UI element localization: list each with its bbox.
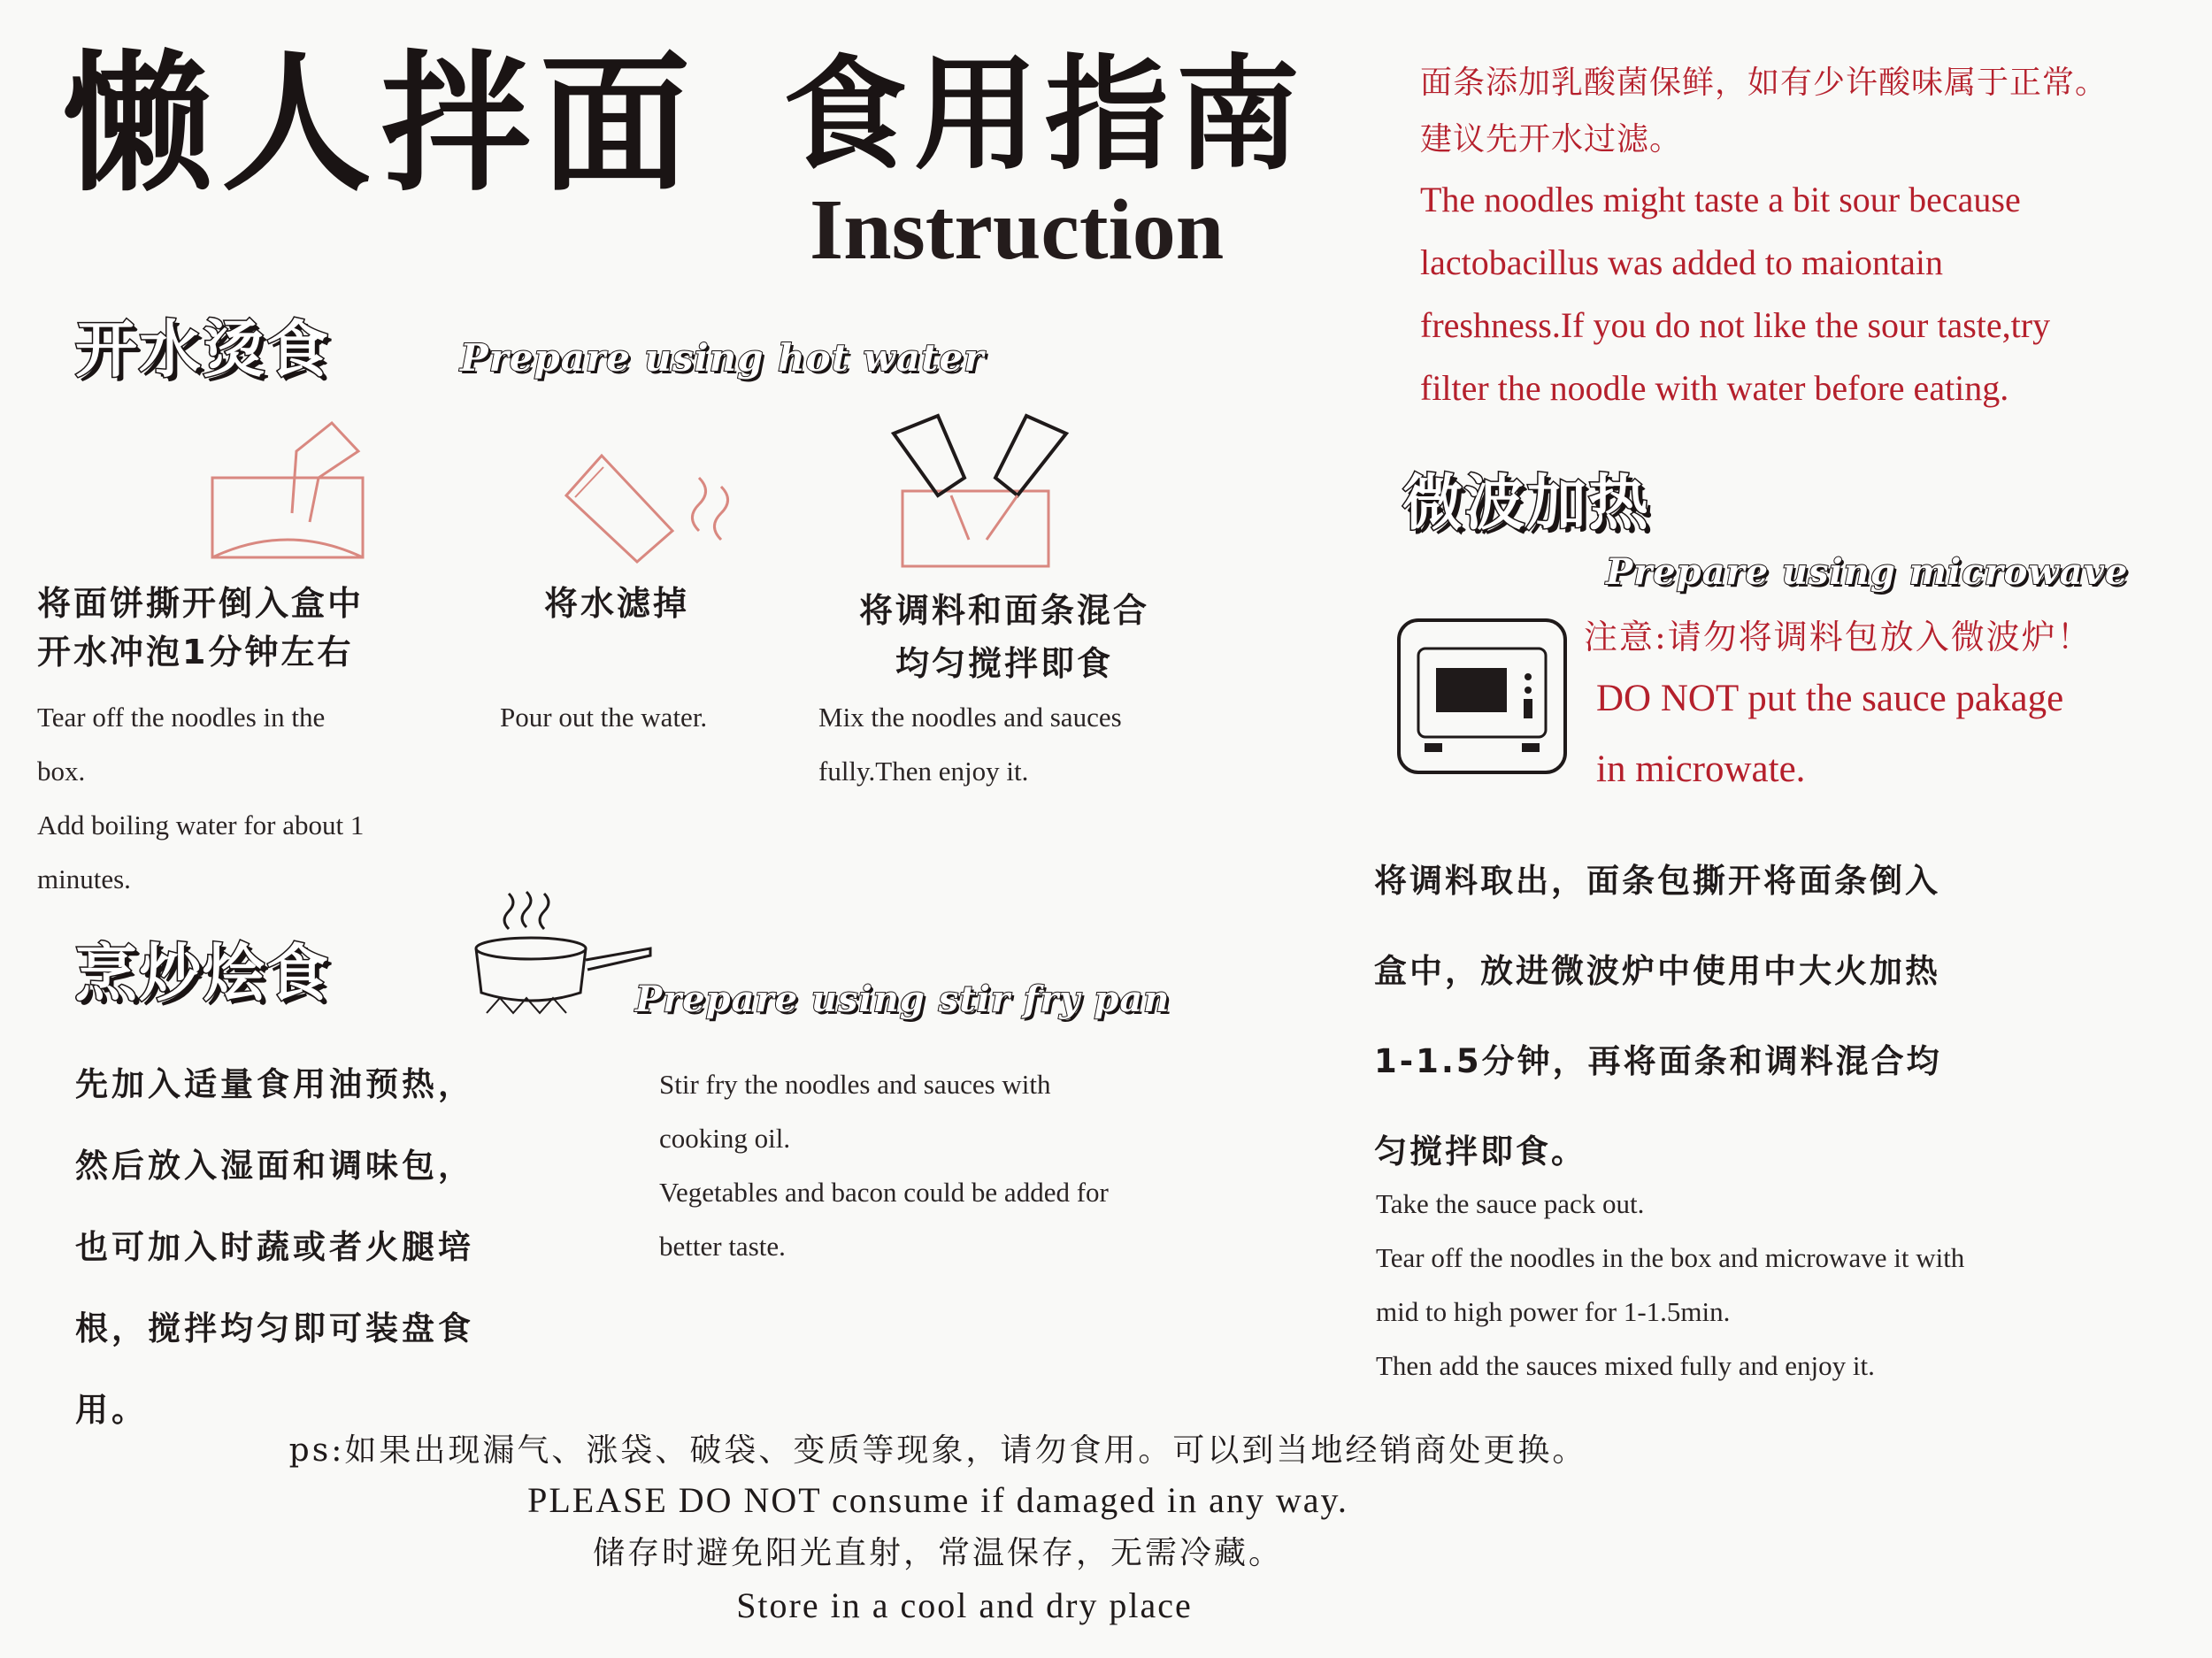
step2-cn-line: 将水滤掉 (544, 584, 690, 623)
microwave-badge: 微波加热 (1402, 469, 1651, 539)
stir-fry-en (659, 1057, 1109, 1273)
hot-water-subtitle: Prepare using hot water (460, 336, 985, 380)
step1-en-line: Add boiling water for about 1 (37, 810, 365, 841)
notice-en-line: freshness.If you do not like the sour taste,try (1420, 305, 2051, 345)
microwave-cn-line: 匀搅拌即食。 (1374, 1132, 1586, 1171)
step3-en (818, 690, 1122, 798)
step2-en (500, 690, 707, 744)
notice-cn-line1: 面条添加乳酸菌保鲜，如有少许酸味属于正常。 (1420, 65, 2108, 101)
drain-water-icon (549, 442, 761, 566)
microwave-warning (1584, 610, 2093, 805)
notice-en-line: lactobacillus was added to maiontain (1420, 242, 1943, 282)
step1-cn (37, 580, 364, 677)
bowl-noodles-icon (199, 416, 376, 566)
stir-fry-en-line: cooking oil. (659, 1123, 791, 1154)
warning-cn: 注意:请勿将调料包放入微波炉！ (1584, 618, 2093, 656)
notice-en-line: filter the noodle with water before eating. (1420, 368, 2009, 408)
steaming-pan-icon (469, 885, 655, 1017)
notice-cn-line2: 建议先开水过滤。 (1420, 121, 1683, 157)
step2-cn (544, 580, 689, 628)
step3-en-line: Mix the noodles and sauces (818, 702, 1122, 733)
step1-en (37, 690, 364, 906)
stir-fry-subtitle: Prepare using stir fry pan (635, 979, 1171, 1020)
microwave-en-line: Tear off the noodles in the box and microwave it with (1376, 1242, 1965, 1273)
footer (0, 1424, 2212, 1628)
microwave-cn-line: 1-1.5分钟，再将面条和调料混合均 (1374, 1042, 1942, 1080)
step1-en-line: box. (37, 756, 86, 787)
step3-cn (801, 584, 1208, 690)
stir-fry-cn-line: 用。 (75, 1391, 148, 1429)
step3-en-line: fully.Then enjoy it. (818, 756, 1029, 787)
store-en: Store in a cool and dry place (736, 1585, 1193, 1625)
sauce-packets-icon (885, 407, 1097, 575)
stir-fry-cn (75, 1044, 474, 1451)
microwave-subtitle: Prepare using microwave (1606, 551, 2129, 593)
step3-cn-line: 均匀搅拌即食 (895, 644, 1113, 683)
stir-fry-cn-line: 根，搅拌均匀即可装盘食 (75, 1309, 474, 1347)
ps-en: PLEASE DO NOT consume if damaged in any way. (527, 1480, 1348, 1520)
microwave-en-line: mid to high power for 1-1.5min. (1376, 1296, 1731, 1327)
stir-fry-cn-line: 然后放入湿面和调味包， (75, 1147, 474, 1185)
step2-en-line: Pour out the water. (500, 702, 708, 733)
warning-en-line: in microwate. (1596, 748, 1806, 790)
step1-en-line: minutes. (37, 864, 131, 894)
microwave-cn-line: 将调料取出，面条包撕开将面条倒入 (1374, 862, 1940, 900)
microwave-en-line: Take the sauce pack out. (1376, 1188, 1645, 1219)
stir-fry-en-line: better taste. (659, 1231, 786, 1262)
guide-title-en: Instruction (810, 182, 1225, 278)
step1-cn-line: 开水冲泡1分钟左右 (37, 633, 354, 672)
step1-cn-line: 将面饼撕开倒入盒中 (37, 584, 365, 623)
product-title: 懒人拌面 (62, 35, 700, 212)
sour-notice (1420, 55, 2208, 419)
ps-cn: ps:如果出现漏气、涨袋、破袋、变质等现象，请勿食用。可以到当地经销商处更换。 (288, 1432, 1587, 1469)
warning-en-line: DO NOT put the sauce pakage (1596, 678, 2064, 719)
microwave-icon (1394, 615, 1571, 779)
stir-fry-en-line: Stir fry the noodles and sauces with (659, 1069, 1051, 1100)
stir-fry-cn-line: 先加入适量食用油预热， (75, 1065, 474, 1103)
microwave-cn (1374, 836, 1942, 1197)
microwave-en (1376, 1177, 1964, 1393)
notice-en-line: The noodles might taste a bit sour because (1420, 180, 2021, 219)
stir-fry-en-line: Vegetables and bacon could be added for (659, 1177, 1109, 1208)
stir-fry-badge: 烹炒烩食 (75, 937, 330, 1009)
microwave-cn-line: 盒中，放进微波炉中使用中大火加热 (1374, 952, 1940, 990)
guide-title-cn: 食用指南 (783, 42, 1308, 188)
step3-cn-line: 将调料和面条混合 (858, 591, 1149, 630)
hot-water-badge: 开水烫食 (75, 313, 330, 386)
step1-en-line: Tear off the noodles in the (37, 702, 326, 733)
stir-fry-cn-line: 也可加入时蔬或者火腿培 (75, 1228, 474, 1266)
store-cn: 储存时避免阳光直射，常温保存，无需冷藏。 (592, 1535, 1283, 1571)
microwave-en-line: Then add the sauces mixed fully and enjoy it. (1376, 1350, 1875, 1381)
